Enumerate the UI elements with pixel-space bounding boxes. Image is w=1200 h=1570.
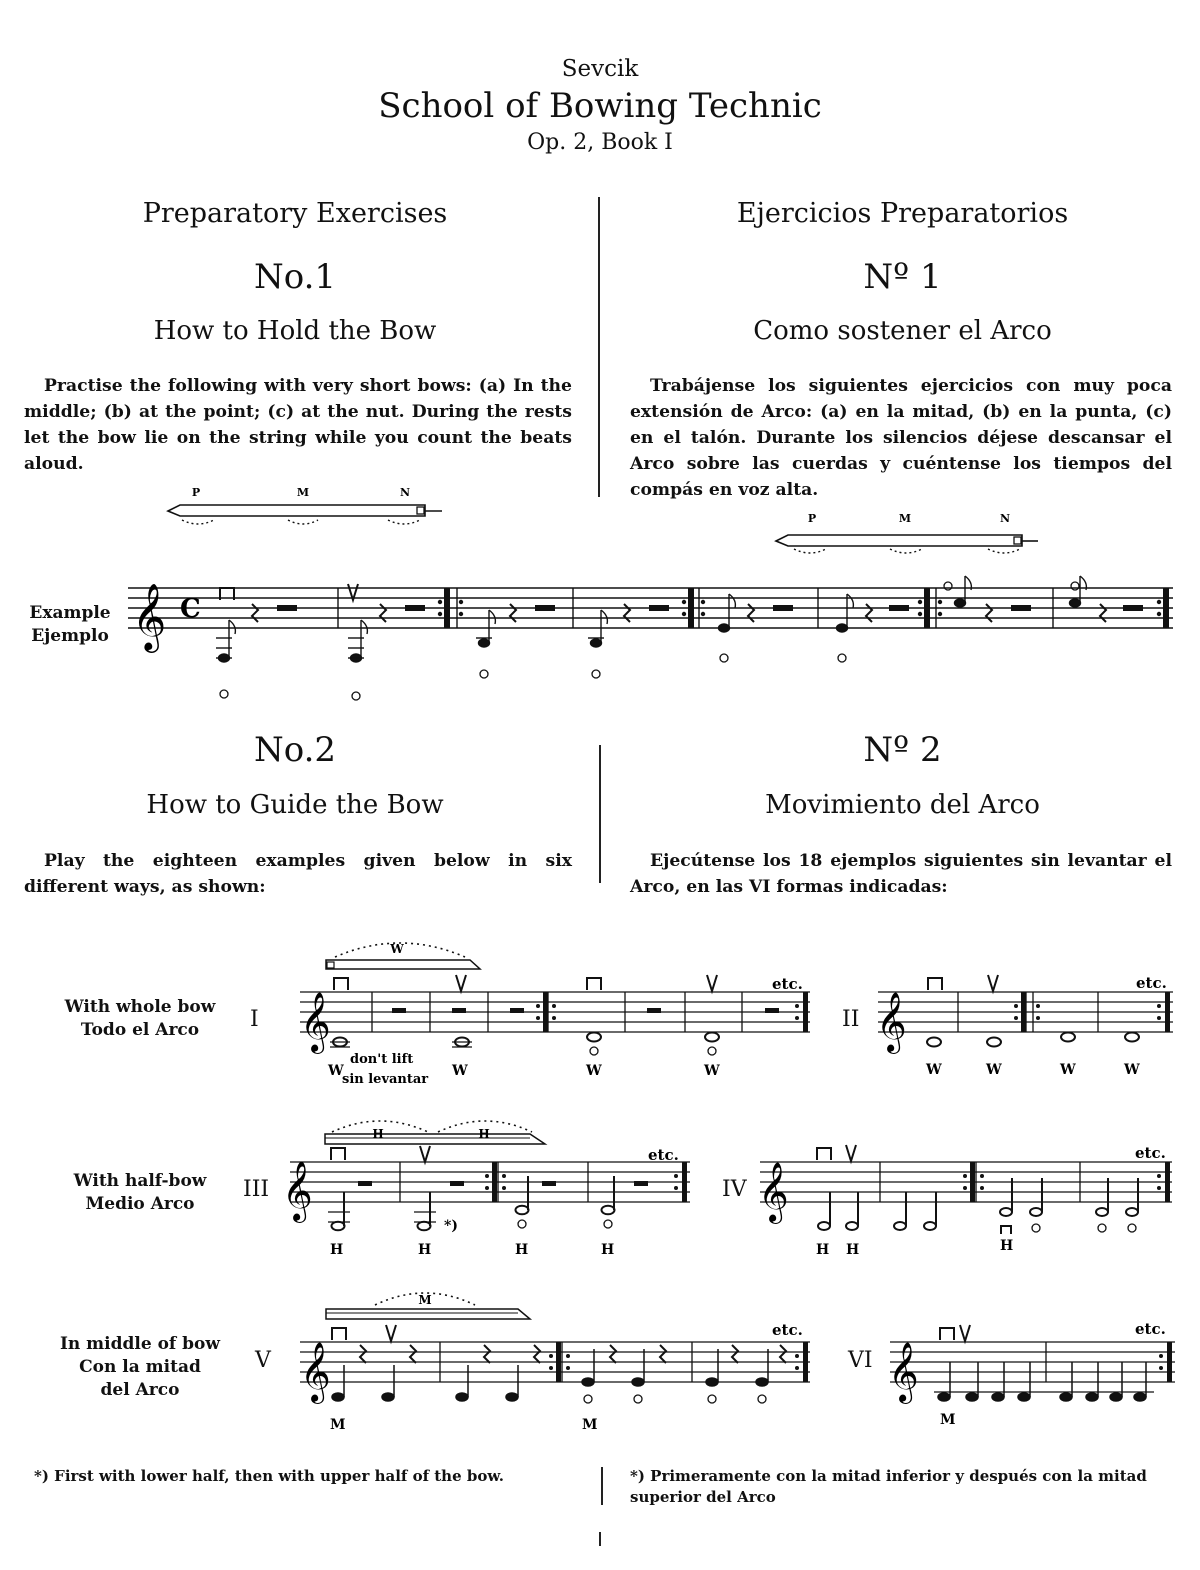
svg-text:N: N <box>399 486 411 499</box>
treble-clef-icon: 𝄞 <box>300 1342 331 1402</box>
row-label-middle-en: In middle of bow <box>59 1334 221 1354</box>
treble-clef-icon: 𝄞 <box>888 1342 919 1402</box>
row-label-whole-en: With whole bow <box>64 997 216 1017</box>
bow-diagram <box>160 484 450 530</box>
svg-text:W: W <box>1124 1062 1140 1078</box>
footnote-en: *) First with lower half, then with upper half of the bow. <box>34 1467 504 1485</box>
up-bow-icon <box>420 1146 430 1162</box>
treble-clef-icon: 𝄞 <box>758 1162 789 1222</box>
staff-form-vi <box>880 1320 1180 1430</box>
svg-text:N: N <box>999 512 1011 525</box>
form-numeral: V <box>255 1348 271 1373</box>
exercise-title-es: Movimiento del Arco <box>765 790 1040 820</box>
svg-text:H: H <box>1000 1238 1014 1254</box>
down-bow-icon <box>587 978 601 990</box>
treble-clef-icon: 𝄞 <box>282 1161 313 1221</box>
svg-text:W: W <box>586 1063 602 1079</box>
down-bow-icon <box>334 978 348 990</box>
up-bow-icon <box>846 1145 856 1161</box>
svg-text:W: W <box>390 942 404 956</box>
svg-text:H: H <box>846 1242 860 1258</box>
svg-text:etc.: etc. <box>1135 1144 1166 1162</box>
author: Sevcik <box>561 56 639 82</box>
svg-text:H: H <box>478 1127 490 1141</box>
up-bow-icon <box>960 1325 970 1341</box>
svg-text:P: P <box>191 486 201 499</box>
treble-clef-icon: 𝄞 <box>876 992 907 1052</box>
svg-text:W: W <box>986 1062 1002 1078</box>
svg-text:W: W <box>452 1063 468 1079</box>
up-bow-icon <box>386 1325 396 1341</box>
svg-text:M: M <box>296 486 310 499</box>
up-bow-icon <box>456 975 466 991</box>
svg-text:M: M <box>898 512 912 525</box>
exercise-number-es: Nº 1 <box>863 257 942 297</box>
svg-text:etc.: etc. <box>772 1321 803 1339</box>
common-time-icon: C <box>180 594 201 624</box>
staff-form-i <box>280 935 820 1095</box>
row-label-middle-es: Con la mitad <box>79 1357 201 1377</box>
instructions-es: Ejecútense los 18 ejemplos siguientes sin levantar el Arco, en las VI formas indicadas: <box>630 851 1172 897</box>
bow-diagram <box>770 510 1050 556</box>
exercise-number-en: No.1 <box>253 257 337 297</box>
footnote-es: *) Primeramente con la mitad inferior y después con la mitad superior del Arco <box>630 1467 1147 1506</box>
row-label-middle-es2: del Arco <box>100 1380 180 1400</box>
exercise-number-en: No.2 <box>253 730 337 770</box>
row-label-half-es: Medio Arco <box>85 1194 195 1214</box>
up-bow-icon <box>707 975 717 991</box>
instructions-en: Practise the following with very short bows: (a) In the middle; (b) at the point; (c) at the nut. During the rests let the bow lie on the string while you count the beats aloud. <box>24 376 572 474</box>
svg-text:etc.: etc. <box>648 1146 679 1164</box>
svg-text:H: H <box>372 1127 384 1141</box>
svg-text:don't lift: don't lift <box>350 1052 414 1067</box>
form-numeral: VI <box>848 1348 873 1373</box>
svg-text:H: H <box>816 1242 830 1258</box>
svg-text:W: W <box>328 1063 344 1079</box>
exercise-number-es: Nº 2 <box>863 730 942 770</box>
svg-text:M: M <box>330 1417 346 1433</box>
svg-text:etc.: etc. <box>1136 974 1167 992</box>
down-bow-icon <box>817 1148 831 1160</box>
staff-form-v <box>280 1285 820 1435</box>
page-title: School of Bowing Technic <box>378 86 822 126</box>
svg-text:H: H <box>418 1242 432 1258</box>
svg-text:sin levantar: sin levantar <box>342 1072 429 1087</box>
svg-text:M: M <box>582 1417 598 1433</box>
column-divider <box>601 1467 603 1505</box>
row-label-whole-es: Todo el Arco <box>80 1020 200 1040</box>
form-numeral: III <box>243 1177 270 1202</box>
instructions-en: Play the eighteen examples given below in six different ways, as shown: <box>24 851 572 897</box>
treble-clef-icon: 𝄞 <box>300 992 331 1052</box>
exercise-title-es: Como sostener el Arco <box>753 316 1052 346</box>
column-divider <box>599 1532 601 1546</box>
svg-text:W: W <box>704 1063 720 1079</box>
example-label-es: Ejemplo <box>31 626 109 646</box>
down-bow-icon <box>331 1148 345 1160</box>
svg-text:*): *) <box>444 1218 458 1234</box>
form-numeral: IV <box>722 1177 747 1202</box>
form-numeral: II <box>842 1007 860 1032</box>
section-title-en: Preparatory Exercises <box>142 198 448 229</box>
example-label-en: Example <box>29 603 111 623</box>
svg-text:W: W <box>926 1062 942 1078</box>
exercise-title-en: How to Hold the Bow <box>153 316 437 346</box>
svg-text:M: M <box>940 1412 956 1428</box>
svg-text:H: H <box>330 1242 344 1258</box>
treble-clef-icon: 𝄞 <box>132 582 167 650</box>
column-divider <box>599 745 601 883</box>
down-bow-icon <box>1001 1226 1011 1234</box>
staff-form-iii <box>270 1110 700 1260</box>
opus-number: Op. 2, Book I <box>527 130 673 155</box>
down-bow-icon <box>332 1328 346 1340</box>
svg-text:W: W <box>1060 1062 1076 1078</box>
row-label-half-en: With half-bow <box>73 1171 207 1191</box>
svg-text:H: H <box>515 1242 529 1258</box>
svg-text:H: H <box>601 1242 615 1258</box>
staff-form-iv <box>750 1140 1180 1260</box>
section-title-es: Ejercicios Preparatorios <box>736 198 1069 229</box>
instructions-es: Trabájense los siguientes ejercicios con muy poca extensión de Arco: (a) en la mitad, (b) en la punta, (c) en el talón. Durante los silencios déjese descansar el Arco sobre las cuerdas y cuéntense los tiempos del compás en voz alta. <box>630 376 1172 500</box>
exercise-title-en: How to Guide the Bow <box>146 790 444 820</box>
example-staff <box>128 570 1178 710</box>
form-numeral: I <box>250 1007 259 1032</box>
down-bow-icon <box>940 1328 954 1340</box>
down-bow-icon <box>928 978 942 990</box>
up-bow-icon <box>988 975 998 991</box>
svg-text:etc.: etc. <box>772 975 803 993</box>
svg-text:etc.: etc. <box>1135 1320 1166 1338</box>
svg-text:P: P <box>807 512 817 525</box>
svg-text:M: M <box>418 1293 432 1307</box>
staff-form-ii <box>868 970 1178 1080</box>
column-divider <box>598 197 600 497</box>
